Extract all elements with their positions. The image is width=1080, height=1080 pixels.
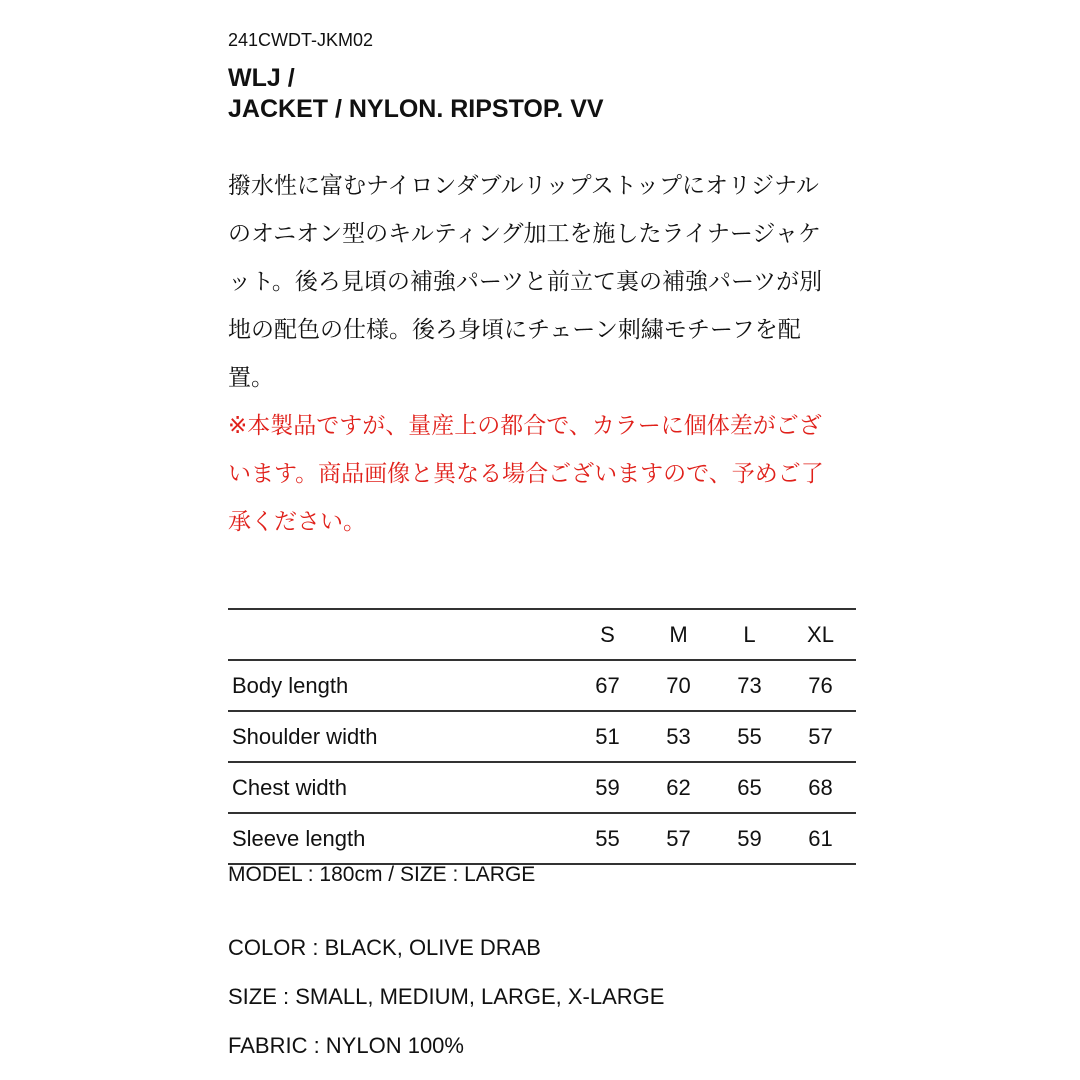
measurement-value: 57	[643, 813, 714, 864]
measurement-value: 59	[714, 813, 785, 864]
measurement-value: 67	[572, 660, 643, 711]
measurement-value: 61	[785, 813, 856, 864]
description-line: 撥水性に富むナイロンダブルリップストップにオリジナル	[228, 173, 819, 199]
size-header-m: M	[643, 609, 714, 660]
size-header-l: L	[714, 609, 785, 660]
measurement-value: 53	[643, 711, 714, 762]
measurement-value: 73	[714, 660, 785, 711]
model-info: MODEL : 180cm / SIZE : LARGE	[228, 863, 536, 886]
product-title-line-1: WLJ /	[228, 64, 295, 92]
description-line: のオニオン型のキルティング加工を施したライナージャケ	[228, 221, 821, 247]
size-spec: SIZE : SMALL, MEDIUM, LARGE, X-LARGE	[228, 984, 665, 1009]
measurement-label: Shoulder width	[228, 711, 572, 762]
measurement-label: Sleeve length	[228, 813, 572, 864]
table-row	[228, 762, 856, 813]
color-variance-note-line: ※本製品ですが、量産上の都合で、カラーに個体差がござ	[228, 413, 822, 439]
color-variance-note-line: います。商品画像と異なる場合ございますので、予めご了	[228, 461, 824, 487]
table-row	[228, 660, 856, 711]
size-header-s: S	[572, 609, 643, 660]
product-title-line-2: JACKET / NYLON. RIPSTOP. VV	[228, 95, 604, 123]
measurement-value: 55	[572, 813, 643, 864]
description-line: ット。後ろ見頃の補強パーツと前立て裏の補強パーツが別	[228, 269, 823, 295]
product-code: 241CWDT-JKM02	[228, 30, 374, 50]
measurement-value: 59	[572, 762, 643, 813]
measurement-value: 62	[643, 762, 714, 813]
measurement-value: 70	[643, 660, 714, 711]
description-line: 地の配色の仕様。後ろ身頃にチェーン刺繍モチーフを配	[228, 317, 801, 343]
measurement-value: 51	[572, 711, 643, 762]
size-chart-header-label	[228, 609, 572, 660]
size-chart-header-row	[228, 609, 856, 660]
table-row	[228, 813, 856, 864]
measurement-label: Chest width	[228, 762, 572, 813]
size-chart-table	[228, 608, 856, 865]
measurement-value: 65	[714, 762, 785, 813]
measurement-label: Body length	[228, 660, 572, 711]
fabric-spec: FABRIC : NYLON 100%	[228, 1033, 464, 1058]
description-line: 置。	[228, 365, 274, 391]
table-row	[228, 711, 856, 762]
measurement-value: 57	[785, 711, 856, 762]
color-spec: COLOR : BLACK, OLIVE DRAB	[228, 935, 541, 960]
product-description	[228, 162, 868, 546]
measurement-value: 55	[714, 711, 785, 762]
measurement-value: 76	[785, 660, 856, 711]
product-title	[228, 63, 604, 125]
measurement-value: 68	[785, 762, 856, 813]
color-variance-note-line: 承ください。	[228, 509, 366, 535]
size-header-xl: XL	[785, 609, 856, 660]
